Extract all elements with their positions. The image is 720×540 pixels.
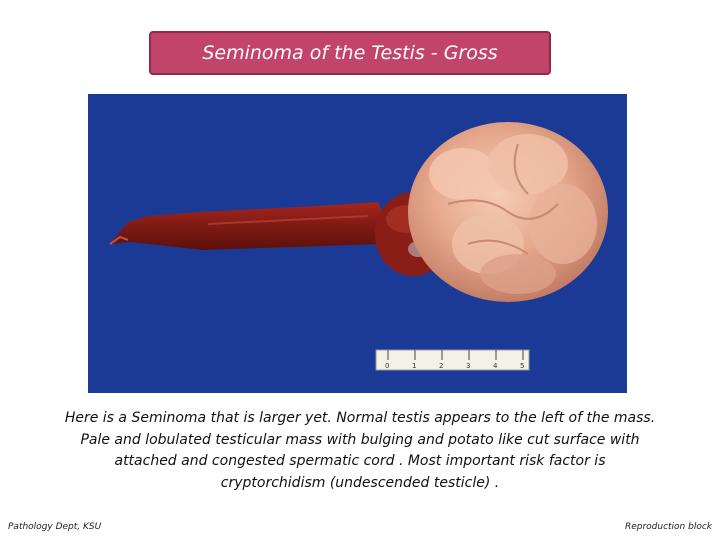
ruler-tick-4: 4 xyxy=(493,362,498,370)
footer-block-name: Reproduction block xyxy=(624,522,712,532)
slide-title-box xyxy=(149,31,551,75)
footer-department: Pathology Dept, KSU xyxy=(8,522,102,532)
specimen-illustration xyxy=(88,94,627,393)
spermatic-cord xyxy=(110,202,388,250)
ruler-tick-2: 2 xyxy=(439,362,444,370)
ruler-tick-3: 3 xyxy=(466,362,471,370)
specimen-photo xyxy=(88,94,627,393)
ruler-tick-1: 1 xyxy=(412,362,417,370)
caption-text: Here is a Seminoma that is larger yet. Normal testis appears to the left of the mass. Pale and lobulated testicular mass with bulging and potato like cut surface with attached and congested spermatic cord . Most important risk factor is cryptorchidism (undescended testicle) . xyxy=(64,410,656,491)
slide-title: Seminoma of the Testis - Gross xyxy=(202,42,498,64)
ruler-tick-0: 0 xyxy=(385,362,390,370)
scale-ruler xyxy=(376,350,529,370)
ruler-tick-5: 5 xyxy=(520,362,525,370)
